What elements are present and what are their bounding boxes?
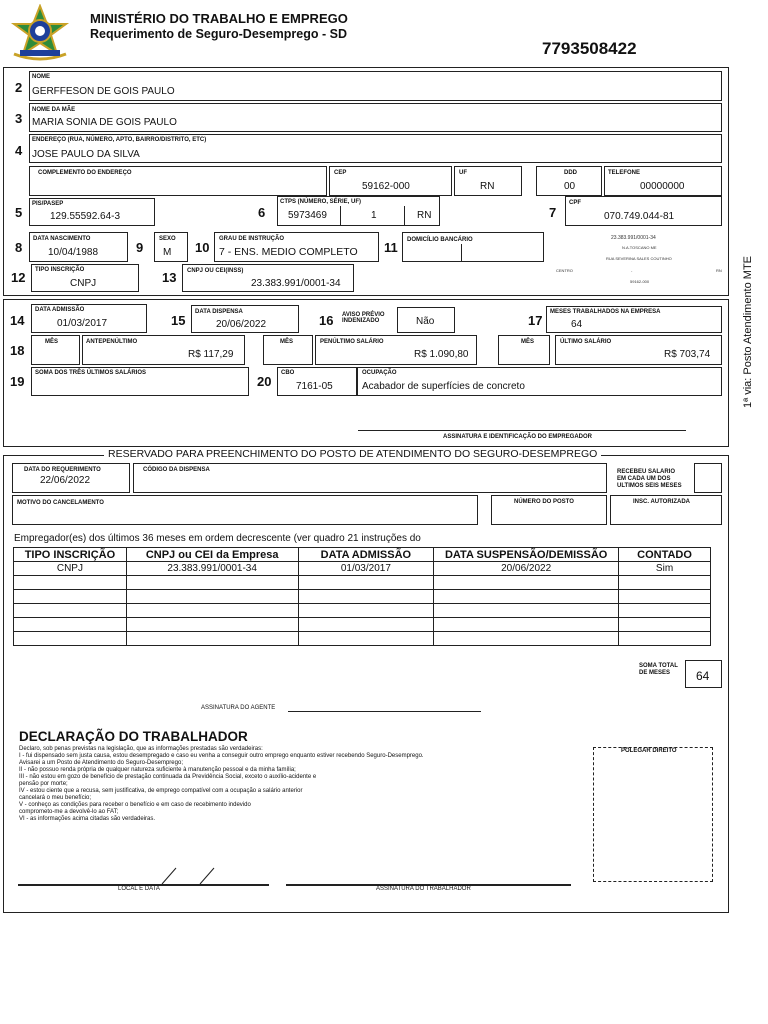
salary-sum-label: SOMA DOS TRÊS ÚLTIMOS SALÁRIOS bbox=[35, 370, 147, 376]
table-cell bbox=[434, 632, 619, 646]
table-cell bbox=[619, 618, 711, 632]
field-number: 2 bbox=[15, 80, 23, 95]
penultimate-label: PENÚLTIMO SALÁRIO bbox=[320, 339, 384, 345]
antepenultimate-label: ANTEPENÚLTIMO bbox=[86, 339, 138, 345]
pis-label: PIS/PASEP bbox=[32, 201, 64, 207]
sex-label: SEXO bbox=[159, 236, 176, 242]
field-number: 10 bbox=[195, 240, 210, 255]
months-value: 64 bbox=[571, 319, 583, 330]
table-cell bbox=[298, 604, 434, 618]
table-cell: 20/06/2022 bbox=[434, 562, 619, 576]
table-cell bbox=[126, 576, 298, 590]
last-salary-label: ÚLTIMO SALÁRIO bbox=[560, 339, 612, 345]
cep-label: CEP bbox=[334, 170, 347, 176]
date-slashes bbox=[160, 866, 220, 886]
education-value: 7 - ENS. MEDIO COMPLETO bbox=[219, 246, 358, 258]
field-number: 9 bbox=[136, 240, 144, 255]
ctps-number-value: 5973469 bbox=[288, 210, 327, 221]
thumbprint-box bbox=[593, 747, 713, 882]
month-label: MÊS bbox=[45, 339, 59, 345]
employer-street-small: RUA SEVERINA SALES COUTINHO bbox=[606, 256, 672, 261]
header-dismissal: DATA SUSPENSÃO/DEMISSÃO bbox=[434, 548, 619, 562]
table-cell bbox=[298, 590, 434, 604]
employers-intro: Empregador(es) dos últimos 36 meses em ordem decrescente (ver quadro 21 instruções do bbox=[14, 533, 421, 544]
employer-city-small: - bbox=[631, 268, 633, 273]
cbo-label: CBO bbox=[281, 370, 295, 376]
address-value: JOSE PAULO DA SILVA bbox=[32, 149, 140, 160]
occupation-value: Acabador de superfícies de concreto bbox=[362, 381, 525, 392]
table-cell bbox=[434, 590, 619, 604]
ddd-label: DDD bbox=[564, 170, 577, 176]
cnpj-label: CNPJ OU CEI(INSS) bbox=[187, 268, 244, 274]
table-row bbox=[14, 632, 711, 646]
admission-value: 01/03/2017 bbox=[57, 318, 108, 329]
education-label: GRAU DE INSTRUÇÃO bbox=[219, 236, 285, 242]
field-number: 13 bbox=[162, 270, 177, 285]
field-number: 11 bbox=[384, 240, 398, 255]
form-subtitle: Requerimento de Seguro-Desemprego - SD bbox=[90, 27, 347, 41]
agent-signature-line bbox=[288, 711, 481, 712]
field-number: 5 bbox=[15, 205, 23, 220]
header-cnpj: CNPJ ou CEI da Empresa bbox=[126, 548, 298, 562]
registration-type-value: CNPJ bbox=[70, 278, 97, 289]
table-cell bbox=[434, 604, 619, 618]
ctps-divider bbox=[340, 206, 341, 226]
table-cell bbox=[298, 632, 434, 646]
occupation-label: OCUPAÇÃO bbox=[362, 370, 397, 376]
table-cell bbox=[14, 604, 127, 618]
authorized-label: INSC. AUTORIZADA bbox=[633, 499, 690, 505]
ctps-uf-value: RN bbox=[417, 210, 432, 221]
table-row bbox=[14, 562, 711, 576]
table-cell bbox=[14, 590, 127, 604]
employer-uf-small: RN bbox=[716, 268, 722, 273]
table-cell bbox=[619, 632, 711, 646]
table-cell bbox=[126, 618, 298, 632]
mother-value: MARIA SONIA DE GOIS PAULO bbox=[32, 117, 177, 128]
bank-label: DOMICÍLIO BANCÁRIO bbox=[407, 237, 473, 243]
field-number: 18 bbox=[10, 343, 25, 358]
employer-signature-label: ASSINATURA E IDENTIFICAÇÃO DO EMPREGADOR bbox=[443, 434, 593, 440]
declaration-line: comprometo-me a devolvê-lo ao FAT; bbox=[19, 809, 119, 815]
dismissal-label: DATA DISPENSA bbox=[195, 309, 243, 315]
cbo-value: 7161-05 bbox=[296, 381, 333, 392]
table-cell bbox=[126, 590, 298, 604]
declaration-line: Declaro, sob penas previstas na legislação, que as informações prestadas são verdadeiras: bbox=[19, 746, 263, 752]
employers-table bbox=[13, 547, 711, 646]
table-cell bbox=[619, 604, 711, 618]
cnpj-value: 23.383.991/0001-34 bbox=[251, 278, 341, 289]
notice-label: AVISO PRÉVIO INDENIZADO bbox=[342, 312, 385, 324]
table-cell: Sim bbox=[619, 562, 711, 576]
cancel-reason-label: MOTIVO DO CANCELAMENTO bbox=[17, 500, 104, 506]
field-number: 14 bbox=[10, 313, 25, 328]
field-number: 20 bbox=[257, 374, 272, 389]
declaration-title: DECLARAÇÃO DO TRABALHADOR bbox=[19, 729, 248, 744]
field-number: 7 bbox=[549, 205, 557, 220]
table-cell bbox=[434, 576, 619, 590]
declaration-line: III - não estou em gozo de benefício de prestação continuada da Previdência Social, exceto o auxílio-acidente e bbox=[19, 774, 317, 780]
table-cell: 01/03/2017 bbox=[298, 562, 434, 576]
declaration-line: Avisarei a um Posto de Atendimento do Seguro-Desemprego; bbox=[19, 760, 183, 766]
admission-label: DATA ADMISSÃO bbox=[35, 307, 85, 313]
form-number: 7793508422 bbox=[542, 39, 637, 58]
field-number: 8 bbox=[15, 240, 23, 255]
table-cell: CNPJ bbox=[14, 562, 127, 576]
registration-type-label: TIPO INSCRIÇÃO bbox=[35, 267, 85, 273]
table-cell: 23.383.991/0001-34 bbox=[126, 562, 298, 576]
employer-cep-small: 59162-000 bbox=[630, 279, 650, 284]
month-label: MÊS bbox=[521, 339, 535, 345]
field-number: 15 bbox=[171, 313, 186, 328]
field-number: 6 bbox=[258, 205, 266, 220]
table-cell bbox=[14, 576, 127, 590]
field-number: 12 bbox=[11, 270, 26, 285]
table-cell bbox=[298, 618, 434, 632]
table-cell bbox=[14, 632, 127, 646]
field-number: 3 bbox=[15, 111, 23, 126]
post-number-label: NÚMERO DO POSTO bbox=[514, 499, 574, 505]
mother-label: NOME DA MÃE bbox=[32, 107, 76, 113]
field-number: 19 bbox=[10, 374, 25, 389]
place-date-label: LOCAL E DATA bbox=[118, 886, 160, 892]
declaration-line: cancelará o meu benefício; bbox=[19, 795, 92, 801]
ddd-value: 00 bbox=[564, 181, 576, 192]
request-date-label: DATA DO REQUERIMENTO bbox=[24, 467, 101, 473]
worker-signature-label: ASSINATURA DO TRABALHADOR bbox=[376, 886, 471, 892]
last-salary-value: R$ 703,74 bbox=[664, 349, 711, 360]
birth-value: 10/04/1988 bbox=[48, 247, 99, 258]
cpf-label: CPF bbox=[569, 200, 581, 206]
cpf-value: 070.749.044-81 bbox=[604, 211, 675, 222]
received-salary-label: RECEBEU SALARIO bbox=[617, 469, 676, 475]
table-row bbox=[14, 604, 711, 618]
employer-name-small: N.A.TOSCANO ME bbox=[622, 245, 657, 250]
request-date-value: 22/06/2022 bbox=[40, 475, 91, 486]
table-cell bbox=[619, 576, 711, 590]
name-label: NOME bbox=[32, 74, 50, 80]
thumbprint-label: POLEGAR DIREITO bbox=[621, 748, 677, 754]
uf-value: RN bbox=[480, 181, 495, 192]
coat-of-arms-logo bbox=[6, 4, 74, 62]
total-months-value: 64 bbox=[696, 669, 710, 683]
antepenultimate-value: R$ 117,29 bbox=[188, 349, 234, 360]
table-row bbox=[14, 618, 711, 632]
bank-divider bbox=[461, 244, 462, 262]
table-row bbox=[14, 590, 711, 604]
side-copy-label: 1ª via: Posto Atendimento MTE bbox=[742, 255, 754, 409]
sex-value: M bbox=[163, 247, 172, 258]
table-cell bbox=[298, 576, 434, 590]
employer-district-small: CENTRO bbox=[556, 268, 573, 273]
dispensa-code-label: CÓDIGO DA DISPENSA bbox=[143, 467, 210, 473]
header-registration-type: TIPO INSCRIÇÃO bbox=[14, 548, 127, 562]
header-counted: CONTADO bbox=[619, 548, 711, 562]
cep-value: 59162-000 bbox=[362, 181, 410, 192]
pis-value: 129.55592.64-3 bbox=[50, 211, 121, 222]
phone-value: 00000000 bbox=[640, 181, 685, 192]
employer-cnpj-small: 23.383.991/0001-34 bbox=[611, 235, 656, 241]
received-salary-checkbox[interactable] bbox=[694, 463, 722, 493]
received-salary-label: EM CADA UM DOS bbox=[617, 476, 671, 482]
phone-label: TELEFONE bbox=[608, 170, 641, 176]
declaration-line: I - fui dispensado sem justa causa, estou desempregado e caso eu venha a conseguir outro emprego enquanto estiver recebendo Seguro-Desemprego. bbox=[19, 753, 424, 759]
field-number: 4 bbox=[15, 143, 23, 158]
ctps-divider bbox=[404, 206, 405, 226]
ctps-series-value: 1 bbox=[371, 210, 377, 221]
name-value: GERFFESON DE GOIS PAULO bbox=[32, 86, 175, 97]
month-label: MÊS bbox=[280, 339, 294, 345]
agent-signature-label: ASSINATURA DO AGENTE bbox=[201, 705, 276, 711]
dismissal-value: 20/06/2022 bbox=[216, 319, 267, 330]
total-months-label: SOMA TOTAL bbox=[639, 663, 678, 669]
total-months-label: DE MESES bbox=[639, 670, 671, 676]
months-label: MESES TRABALHADOS NA EMPRESA bbox=[550, 309, 661, 315]
birth-label: DATA NASCIMENTO bbox=[33, 236, 91, 242]
ministry-title: MINISTÉRIO DO TRABALHO E EMPREGO bbox=[90, 11, 348, 26]
table-cell bbox=[14, 618, 127, 632]
header-admission: DATA ADMISSÃO bbox=[298, 548, 434, 562]
complement-label: COMPLEMENTO DO ENDEREÇO bbox=[38, 170, 132, 176]
address-label: ENDEREÇO (RUA, NÚMERO, APTO, BAIRRO/DISTRITO, ETC) bbox=[32, 137, 207, 143]
table-header-row bbox=[14, 548, 711, 562]
declaration-line: pensão por morte; bbox=[19, 781, 68, 787]
declaration-line: IV - estou ciente que a recusa, sem justificativa, de emprego compatível com a ocupação a salário anterior bbox=[19, 788, 303, 794]
table-cell bbox=[126, 632, 298, 646]
table-cell bbox=[126, 604, 298, 618]
table-row bbox=[14, 576, 711, 590]
declaration-line: VI - as informações acima citadas são verdadeiras. bbox=[19, 816, 156, 822]
penultimate-value: R$ 1.090,80 bbox=[414, 349, 469, 360]
declaration-line: V - conheço as condições para receber o benefício e em caso de recebimento indevido bbox=[19, 802, 251, 808]
table-cell bbox=[619, 590, 711, 604]
reserved-title: RESERVADO PARA PREENCHIMENTO DO POSTO DE ATENDIMENTO DO SEGURO-DESEMPREGO bbox=[104, 448, 601, 460]
declaration-line: II - não possuo renda própria de qualquer natureza suficiente à manutenção pessoal e da minha família; bbox=[19, 767, 296, 773]
field-number: 17 bbox=[528, 313, 543, 328]
uf-label: UF bbox=[459, 170, 467, 176]
employer-signature-line bbox=[358, 430, 686, 431]
field-number: 16 bbox=[319, 313, 334, 328]
notice-value: Não bbox=[416, 316, 435, 327]
table-cell bbox=[434, 618, 619, 632]
received-salary-label: ULTIMOS SEIS MESES bbox=[617, 483, 682, 489]
ctps-label: CTPS (NÚMERO, SÉRIE, UF) bbox=[280, 199, 362, 205]
